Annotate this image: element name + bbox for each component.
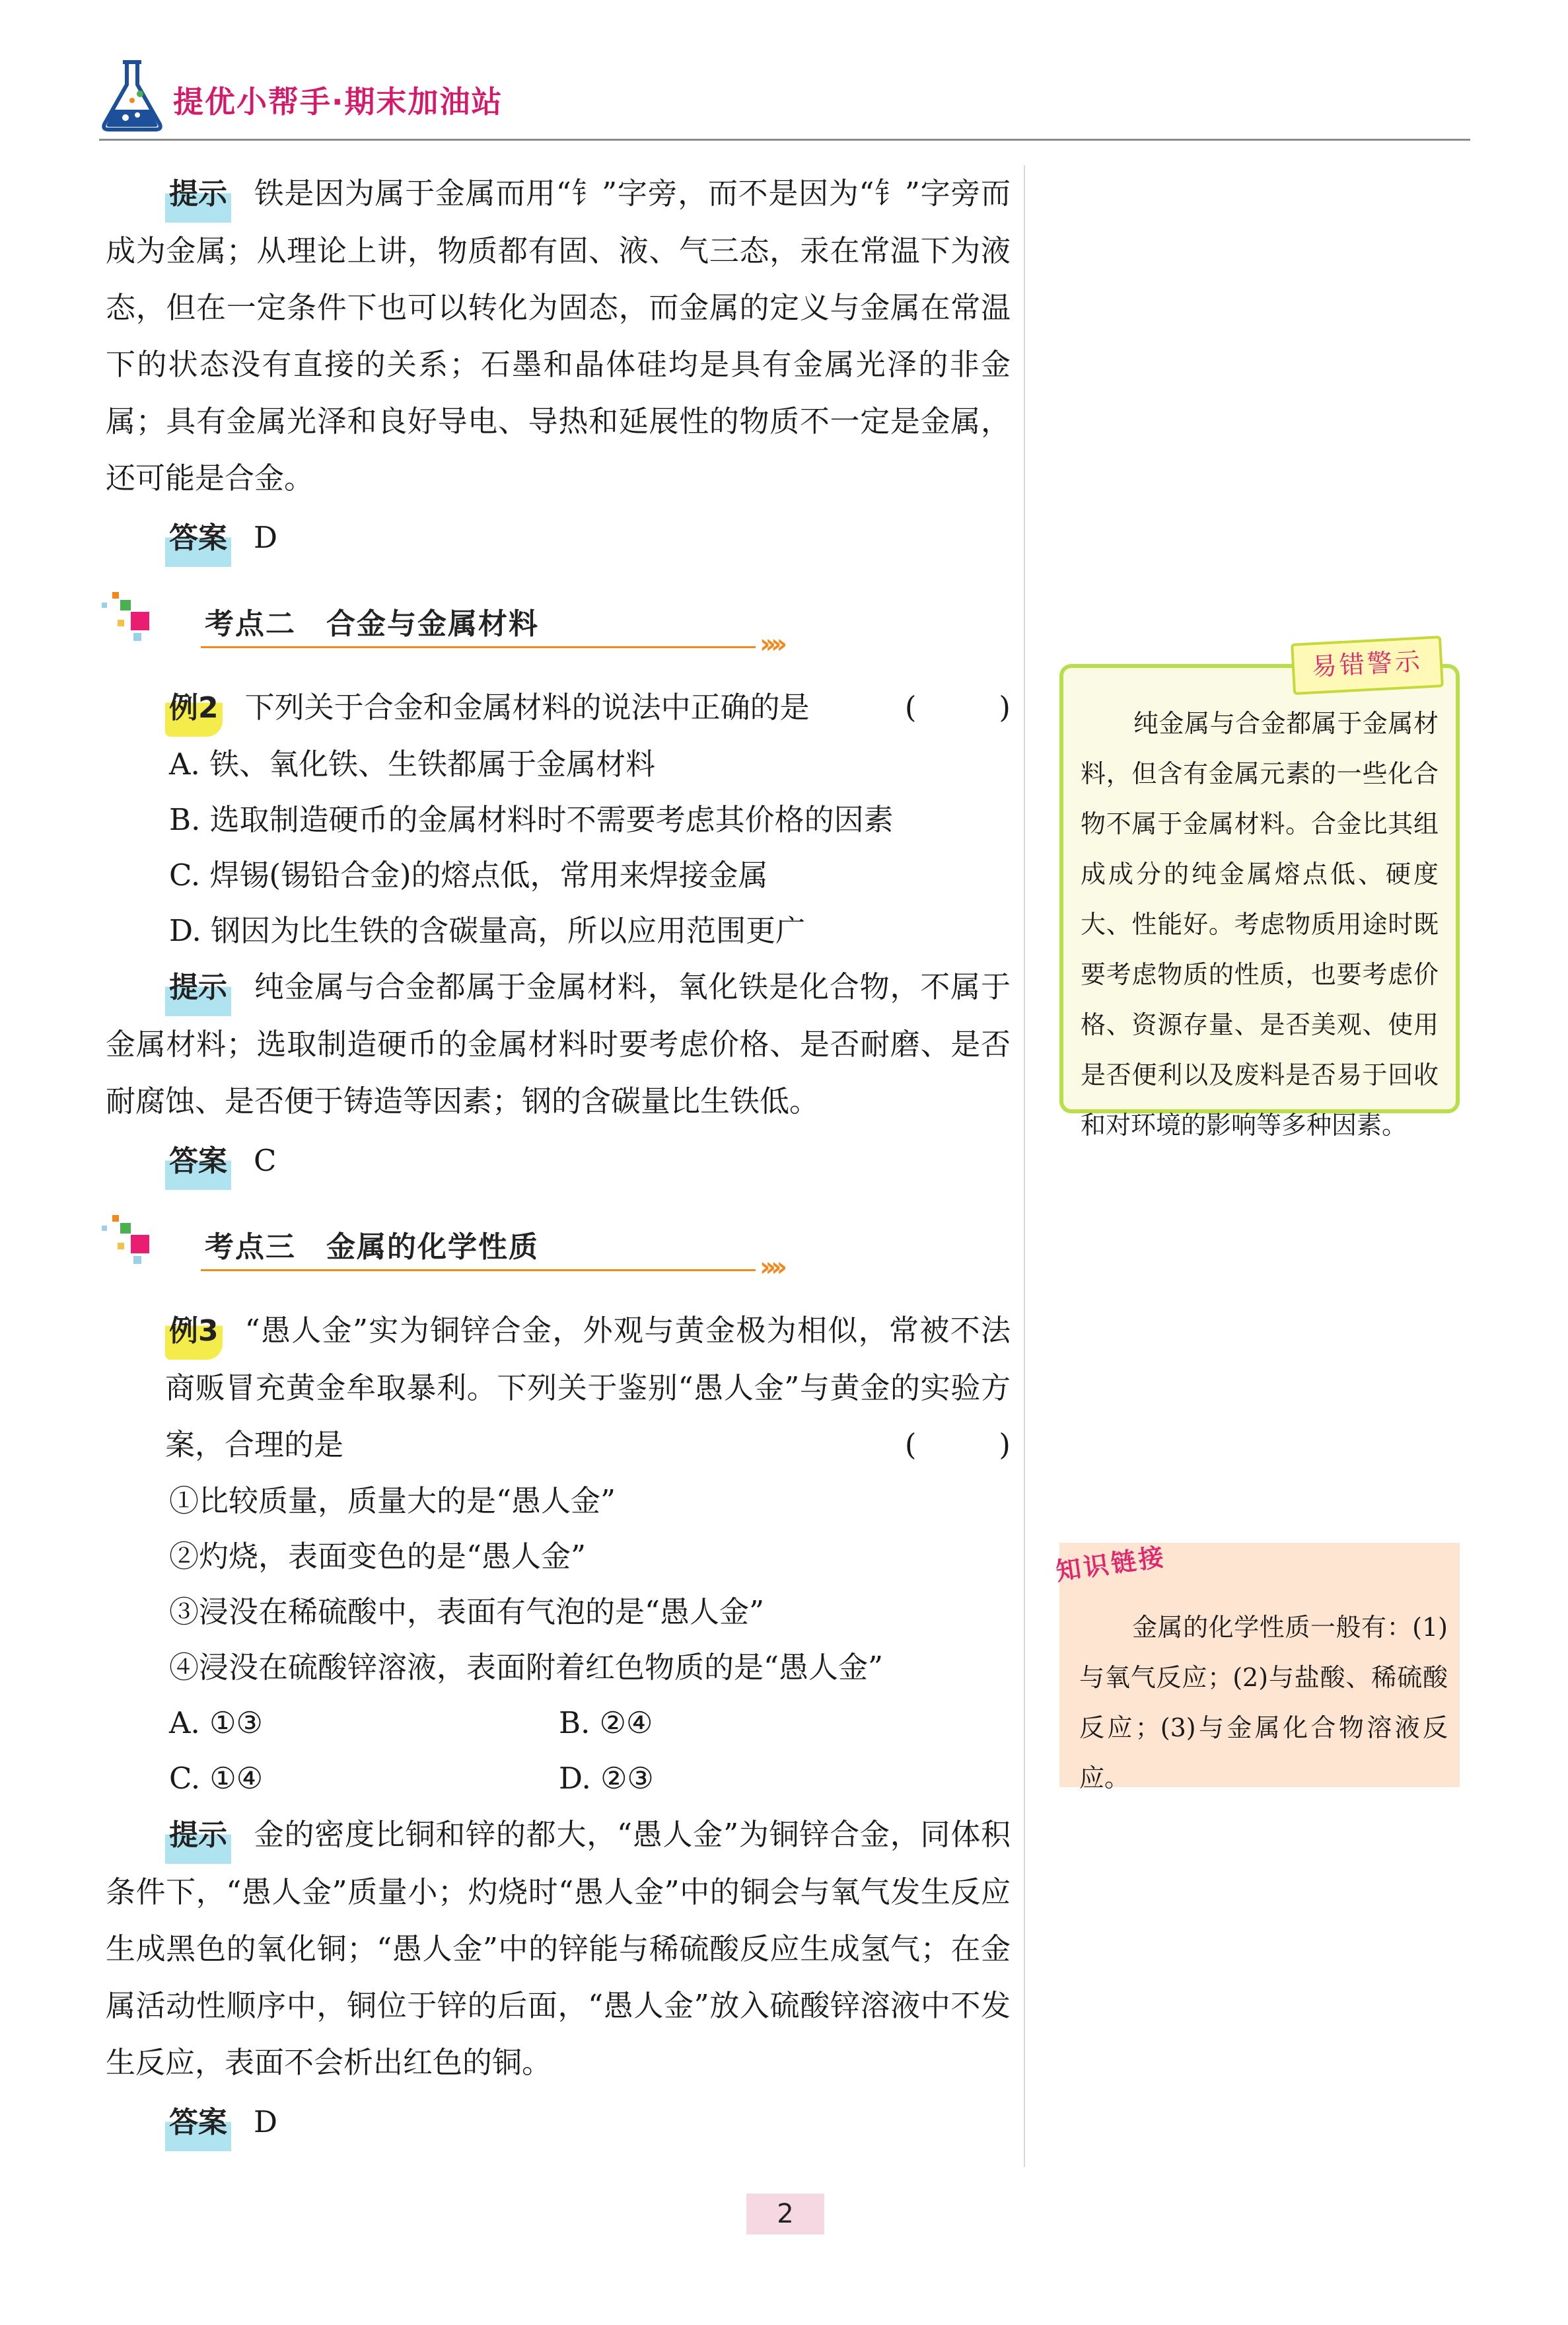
hint-text: 纯金属与合金都属于金属材料，氧化铁是化合物，不属于金属材料；选取制造硬币的金属材料时要考虑价格、是否耐磨、是否耐腐蚀、是否便于铸造等因素；钢的含碳量比生铁低。 [106,969,1011,1119]
section-title: 考点三 金属的化学性质 [205,1230,539,1264]
header-title: 提优小帮手·期末加油站 [173,84,503,120]
section-underline [201,1269,756,1271]
answer-label: 答案 [165,510,231,567]
header-divider [99,139,1470,141]
statement-4: ④浸没在硫酸锌溶液，表面附着红色物质的是“愚人金” [169,1650,884,1685]
answer-value: D [254,520,278,555]
option-d: D. 钢因为比生铁的含碳量高，所以应用范围更广 [169,913,806,948]
section-heading-2 [106,587,1011,659]
example2-label: 例2 [165,680,223,737]
hint-paragraph-1 [106,165,1011,507]
hint-text: 金的密度比铜和锌的都大，“愚人金”为铜锌合金，同体积条件下，“愚人金”质量小；灼烧时“愚人金”中的铜会与氧气发生反应生成黑色的氧化铜；“愚人金”中的锌能与稀硫酸反应生成氢气；在金属活动性顺序中，铜位于锌的后面，“愚人金”放入硫酸锌溶液中不发生反应，表面不会析出红色的铜。 [106,1817,1011,2080]
answer-row-2 [106,1132,1011,1190]
option-b: B. ②④ [559,1705,653,1740]
answer-value: C [254,1143,277,1178]
warning-box [1059,664,1460,1140]
example3-question-text: “愚人金”实为铜锌合金，外观与黄金极为相似，常被不法商贩冒充黄金牟取暴利。下列关于鉴别“愚人金”与黄金的实验方案，合理的是 [165,1313,1011,1462]
hint-text: 铁是因为属于金属而用“钅”字旁，而不是因为“钅”字旁而成为金属；从理论上讲，物质都有固、液、气三态，汞在常温下为液态，但在一定条件下也可以转化为固态，而金属的定义与金属在常温下的状态没有直接的关系；石墨和晶体硅均是具有金属光泽的非金属；具有金属光泽和良好导电、导热和延展性的物质不一定是金属，还可能是合金。 [106,176,1011,496]
options-row-1 [106,1695,1011,1751]
option-b: B. 选取制造硬币的金属材料时不需要考虑其价格的因素 [169,802,894,837]
hint-label: 提示 [165,959,231,1016]
option-d: D. ②③ [559,1761,654,1796]
section-title: 考点二 合金与金属材料 [205,607,539,641]
main-column [106,165,1037,2151]
example2-question [106,679,1037,737]
chevrons-icon: ›››› [760,1252,782,1282]
statement-3: ③浸没在稀硫酸中，表面有气泡的是“愚人金” [169,1594,765,1629]
answer-blank: ( ) [904,690,1037,725]
statement-1: ①比较质量，质量大的是“愚人金” [169,1483,616,1518]
answer-label: 答案 [165,2094,231,2151]
options-row-2 [106,1751,1011,1806]
section-heading-3 [106,1210,1011,1282]
answer-value: D [254,2104,278,2139]
example3-question [106,1302,1037,1473]
flask-icon [99,58,165,132]
answer-blank: ( ) [904,1427,1037,1462]
hint-label: 提示 [165,166,231,223]
section-underline [201,646,756,648]
option-c: C. ①④ [169,1761,264,1796]
hint-paragraph-3 [106,1806,1011,2091]
hint-label: 提示 [165,1807,231,1864]
warning-text: 纯金属与合金都属于金属材料，但含有金属元素的一些化合物不属于金属材料。合金比其组成成分的纯金属熔点低、硬度大、性能好。考虑物质用途时既要考虑物质的性质，也要考虑价格、资源存量、是否美观、使用是否便利以及废料是否易于回收和对环境的影响等多种因素。 [1081,709,1439,1140]
knowledge-link-text: 金属的化学性质一般有：(1)与氧气反应；(2)与盐酸、稀硫酸反应；(3)与金属化合物溶液反应。 [1079,1613,1448,1792]
example3-label: 例3 [165,1303,223,1360]
answer-row-3 [106,2094,1011,2151]
example2-question-text: 下列关于合金和金属材料的说法中正确的是 [244,690,810,725]
option-a: A. 铁、氧化铁、生铁都属于金属材料 [169,747,656,782]
chevrons-icon: ›››› [760,629,782,659]
column-divider [1024,165,1025,2167]
statement-2: ②灼烧，表面变色的是“愚人金” [169,1539,587,1574]
section-squares-icon [100,1212,166,1272]
warning-tag: 易错警示 [1291,636,1444,695]
page-number: 2 [746,2194,824,2234]
hint-paragraph-2 [106,959,1011,1130]
option-a: A. ①③ [169,1705,263,1740]
answer-row-1 [106,509,1011,567]
knowledge-link-tag: 知识链接 [1053,1541,1168,1586]
answer-label: 答案 [165,1133,231,1190]
section-squares-icon [100,589,166,649]
option-c: C. 焊锡(锡铅合金)的熔点低，常用来焊接金属 [169,858,768,893]
